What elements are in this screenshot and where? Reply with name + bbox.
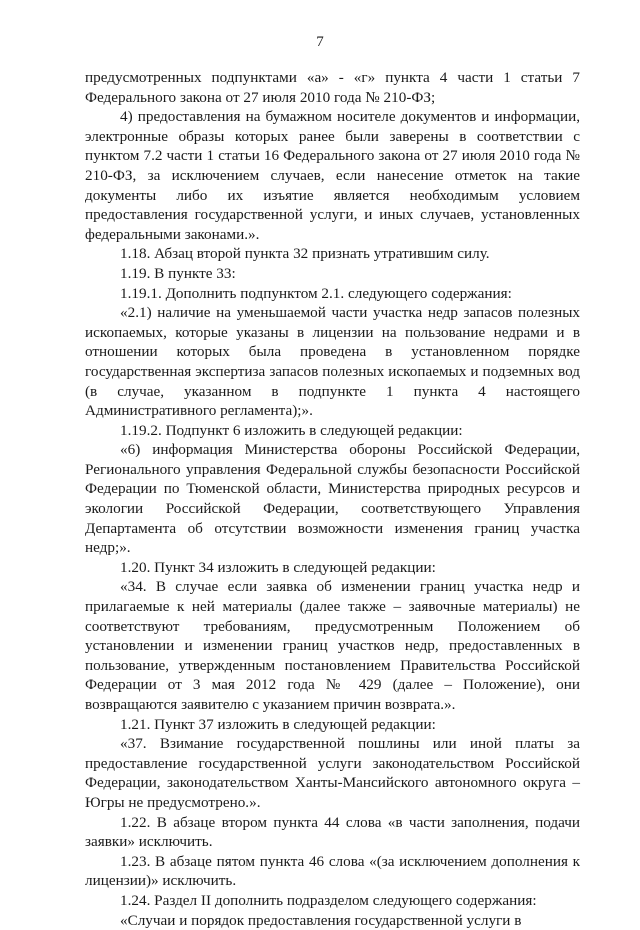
paragraph-1-19-2: 1.19.2. Подпункт 6 изложить в следующей редакции: <box>120 421 463 439</box>
paragraph-1-18: 1.18. Абзац второй пункта 32 признать утратившим силу. <box>120 245 490 263</box>
paragraph-1-19: 1.19. В пункте 33: <box>120 264 236 282</box>
page-number: 7 <box>316 34 324 50</box>
paragraph-subsection-title: «Случаи и порядок предоставления государственной услуги в <box>120 911 522 929</box>
paragraph-1-24: 1.24. Раздел II дополнить подразделом следующего содержания: <box>120 891 537 909</box>
paragraph-item-34: «34. В случае если заявка об изменении границ участка недр и прилагаемые к ней материалы (далее также – заявочные материалы) не соответствуют требованиям, предусмотренным Положением об установлении и изменении границ участков недр, предоставленных в пользование, утвержденным постановлением Правительства Российской Федерации от 3 мая 2012 года № 429 (далее – Положение), они возвращаются заявителю с указанием причин возврата.». <box>85 578 580 713</box>
paragraph-continuation: предусмотренных подпунктами «а» - «г» пункта 4 части 1 статьи 7 Федерального закона от 27 июля 2010 года № 210-ФЗ; <box>85 69 580 106</box>
paragraph-1-23: 1.23. В абзаце пятом пункта 46 слова «(за исключением дополнения к лицензии)» исключить. <box>85 852 580 890</box>
paragraph-subitem-6: «6) информация Министерства обороны Российской Федерации, Регионального управления Федеральной службы безопасности Российской Федерации по Тюменской области, Министерства природных ресурсов и экологии Российской Федерации, соответствующего Управления Департамента об отсутствии возможности изменения границ участка недр;». <box>85 441 580 557</box>
paragraph-subitem-2-1: «2.1) наличие на уменьшаемой части участка недр запасов полезных ископаемых, которые указаны в лицензии на пользование недрами и в отношении которых была проведена в установленном порядке государственная экспертиза запасов полезных ископаемых и подземных вод (в случае, указанном в подпункте 1 пункта 4 настоящего Административного регламента);». <box>85 304 580 420</box>
paragraph-item-37: «37. Взимание государственной пошлины или иной платы за предоставление государственной услуги законодательством Российской Федерации, законодательством Ханты-Мансийского автономного округа – Югры не предусмотрено.». <box>85 735 580 811</box>
paragraph-1-22: 1.22. В абзаце втором пункта 44 слова «в части заполнения, подачи заявки» исключить. <box>85 813 580 851</box>
document-body <box>85 68 580 930</box>
paragraph-1-21: 1.21. Пункт 37 изложить в следующей редакции: <box>120 715 436 733</box>
paragraph-1-20: 1.20. Пункт 34 изложить в следующей редакции: <box>120 558 436 576</box>
paragraph-1-19-1: 1.19.1. Дополнить подпунктом 2.1. следующего содержания: <box>120 284 512 302</box>
paragraph-item-4: 4) предоставления на бумажном носителе документов и информации, электронные образы которых ранее были заверены в соответствии с пунктом 7.2 части 1 статьи 16 Федерального закона от 27 июля 2010 года № 210-ФЗ, за исключением случаев, если нанесение отметок на такие документы либо их изъятие является необходимым условием предоставления государственной услуги, и иных случаев, установленных федеральными законами.». <box>85 108 580 243</box>
